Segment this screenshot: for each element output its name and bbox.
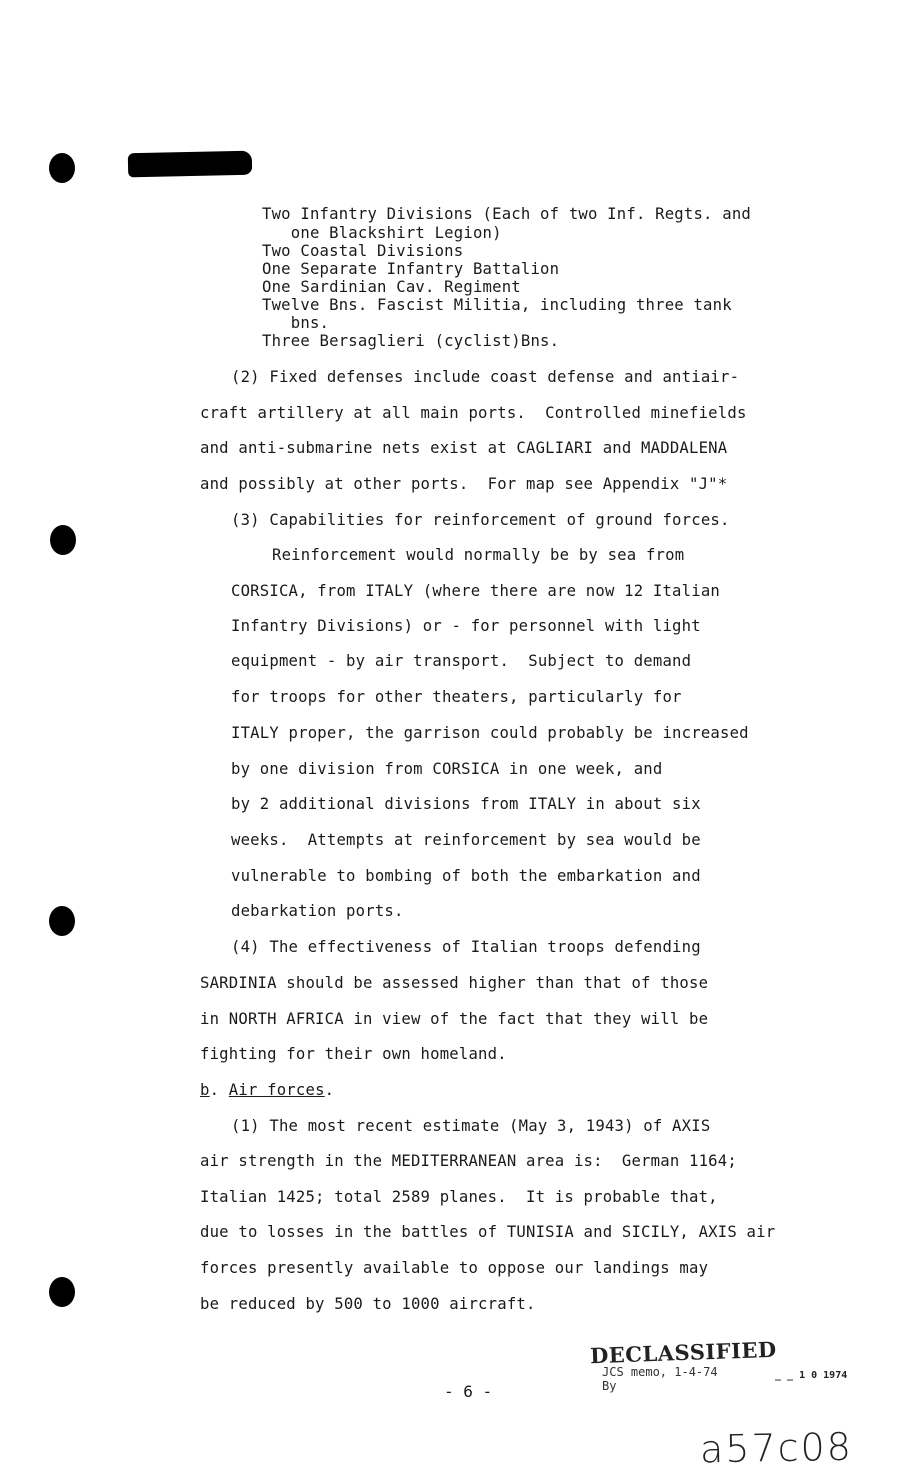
stamp-by: By <box>602 1379 617 1393</box>
para-3-line: Infantry Divisions) or - for personnel with light <box>231 617 701 635</box>
para-b1-line: air strength in the MEDITERRANEAN area is: German 1164; <box>200 1152 737 1170</box>
declassified-stamp <box>589 1336 778 1393</box>
page-number: - 6 - <box>444 1382 493 1401</box>
unit-line: One Sardinian Cav. Regiment <box>262 278 521 296</box>
unit-line: one Blackshirt Legion) <box>262 224 502 242</box>
unit-line: Two Infantry Divisions (Each of two Inf. Regts. and <box>262 205 751 223</box>
heading-letter: b <box>200 1081 210 1099</box>
para-3-line: equipment - by air transport. Subject to demand <box>231 652 692 670</box>
para-b1-line: due to losses in the battles of TUNISIA and SICILY, AXIS air <box>200 1223 776 1241</box>
unit-line: Two Coastal Divisions <box>262 242 464 260</box>
unit-line: Twelve Bns. Fascist Militia, including three tank <box>262 296 732 314</box>
punch-hole-2 <box>50 525 76 555</box>
para-b1-line: be reduced by 500 to 1000 aircraft. <box>200 1295 536 1313</box>
section-heading-air-forces: b. Air forces. <box>200 1081 335 1099</box>
para-4-line: SARDINIA should be assessed higher than that of those <box>200 974 709 992</box>
unit-line: One Separate Infantry Battalion <box>262 260 560 278</box>
para-3-line: Reinforcement would normally be by sea from <box>272 546 685 564</box>
para-2-line: (2) Fixed defenses include coast defense and antiair- <box>231 368 740 386</box>
para-3-line: for troops for other theaters, particularly for <box>231 688 682 706</box>
punch-hole-4 <box>49 1277 75 1307</box>
para-3-line: ITALY proper, the garrison could probably be increased <box>231 724 749 742</box>
para-4-line: fighting for their own homeland. <box>200 1045 507 1063</box>
heading-title: Air forces <box>228 1081 325 1099</box>
stamp-title: DECLASSIFIED <box>589 1336 778 1369</box>
para-4-line: in NORTH AFRICA in view of the fact that they will be <box>200 1010 709 1028</box>
stamp-date-fragment: _ _ 1 0 1974 <box>775 1370 848 1381</box>
unit-line: bns. <box>262 314 330 332</box>
punch-hole-3 <box>49 906 75 936</box>
handwritten-reference: a57c08 <box>699 1424 854 1472</box>
para-2-line: and anti-submarine nets exist at CAGLIARI and MADDALENA <box>200 439 728 457</box>
para-b1-line: Italian 1425; total 2589 planes. It is probable that, <box>200 1188 718 1206</box>
para-3-line: weeks. Attempts at reinforcement by sea would be <box>231 831 701 849</box>
para-3-line: vulnerable to bombing of both the embarkation and <box>231 867 701 885</box>
redaction-mark <box>128 151 252 178</box>
para-3-line: by 2 additional divisions from ITALY in about six <box>231 795 701 813</box>
para-b1-line: forces presently available to oppose our landings may <box>200 1259 709 1277</box>
para-4-line: (4) The effectiveness of Italian troops defending <box>231 938 701 956</box>
para-3-line: debarkation ports. <box>231 902 404 920</box>
unit-line: Three Bersaglieri (cyclist)Bns. <box>262 332 560 350</box>
stamp-authority: JCS memo, 1-4-74 <box>602 1365 718 1379</box>
para-2-line: craft artillery at all main ports. Controlled minefields <box>200 404 747 422</box>
para-3-line: CORSICA, from ITALY (where there are now 12 Italian <box>231 582 720 600</box>
punch-hole-1 <box>49 153 75 183</box>
para-3-line: (3) Capabilities for reinforcement of ground forces. <box>231 511 730 529</box>
para-2-line: and possibly at other ports. For map see Appendix "J"* <box>200 475 728 493</box>
para-b1-line: (1) The most recent estimate (May 3, 1943) of AXIS <box>231 1117 711 1135</box>
para-3-line: by one division from CORSICA in one week, and <box>231 760 663 778</box>
